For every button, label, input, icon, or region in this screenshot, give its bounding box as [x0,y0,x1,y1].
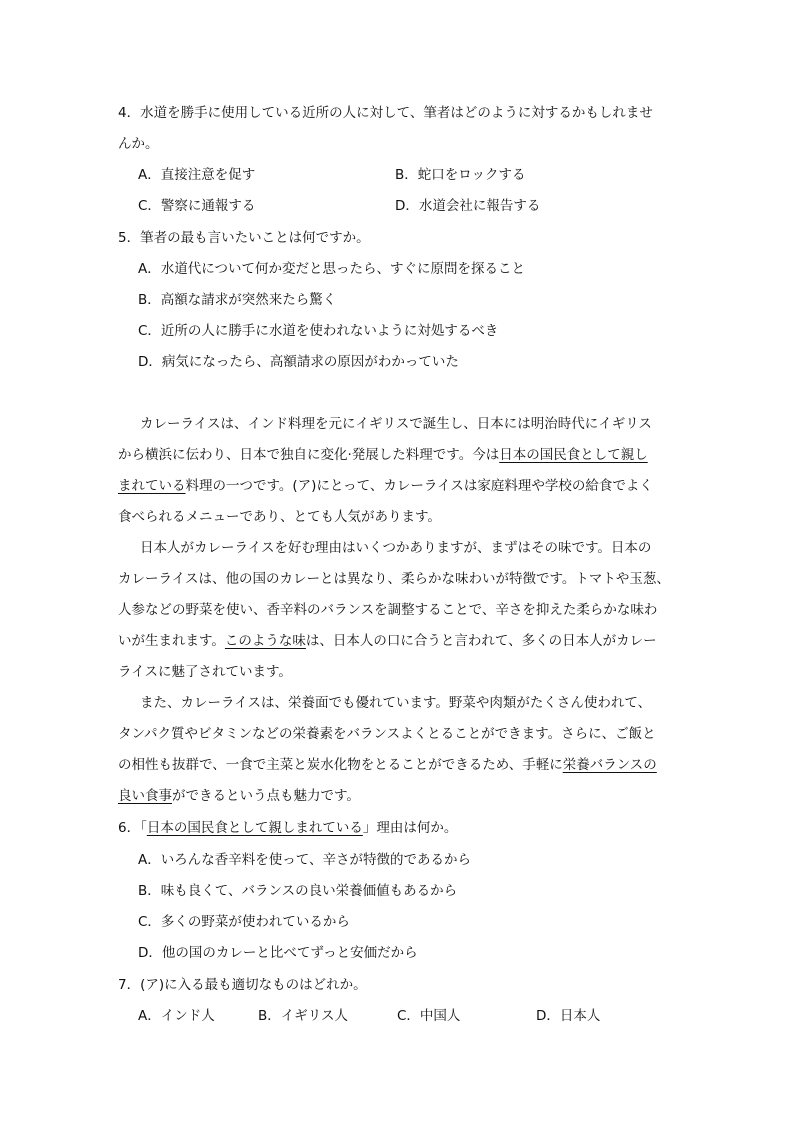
q6-option-b: B．味も良くて、バランスの良い栄養価値もあるから [138,883,458,899]
passage-text: 料理の一つです。(ア)にとって、カレーライスは家庭料理や学校の給食でよく [185,478,653,494]
question-4-stem-cont: んか。 [118,136,159,152]
q5-option-b: B．高額な請求が突然来たら驚く [138,292,337,308]
q7-option-c: C．中国人 [397,1008,461,1024]
q4-option-d: D．水道会社に報告する [395,198,541,214]
passage-p1-line1: カレーライスは、インド料理を元にイギリスで誕生し、日本には明治時代にイギリス [140,416,652,432]
question-5-stem: 5．筆者の最も言いたいことは何ですか。 [118,230,370,246]
q7-option-a: A．インド人 [138,1008,215,1024]
q7-option-b: B．イギリス人 [258,1008,348,1024]
passage-p3-line3 [118,755,657,775]
passage-text: の相性も抜群で、一食で主菜と炭水化物をとることができるため、手軽に [118,757,563,773]
q4-option-c: C．警察に通報する [138,198,256,214]
q5-option-a: A．水道代について何か変だと思ったら、すぐに原問を探ること [138,261,525,277]
question-4-stem: 4．水道を勝手に使用している近所の人に対して、筆者はどのように対するかもしれませ [118,105,653,121]
passage-p2-line1: 日本人がカレーライスを好む理由はいくつかありますが、まずはその味です。日本の [140,540,652,556]
q7-option-d: D．日本人 [536,1008,601,1024]
passage-p3-line4 [118,786,360,806]
q5-option-d: D．病気になったら、高額請求の原因がわかっていた [138,354,459,370]
q4-option-a: A．直接注意を促す [138,167,256,183]
q6-option-a: A．いろんな香辛料を使って、辛さが特徴的であるから [138,852,471,868]
passage-p2-line4 [118,631,657,651]
underlined-phrase: 栄養バランスの [562,757,657,773]
question-text: 6．「 [118,820,147,836]
question-6-stem [118,818,457,838]
passage-p3-line2: タンパク質やビタミンなどの栄養素をバランスよくとることができます。さらに、ご飯と [118,726,656,742]
passage-text: いが生まれます。 [118,633,225,649]
passage-text: は、日本人の口に合うと言われて、多くの日本人がカレー [305,633,657,649]
passage-p2-line5: ライスに魅了されています。 [118,664,292,680]
passage-text: から横浜に伝わり、日本で独自に変化·発展した料理です。今は [118,447,500,463]
q6-option-d: D．他の国のカレーと比べてずっと安価だから [138,945,418,961]
passage-p2-line3: 人参などの野菜を使い、香辛料のバランスを調整することで、辛さを抑えた柔らかな味わ [118,602,658,618]
q5-option-c: C．近所の人に勝手に水道を使われないように対処するべき [138,323,499,339]
q6-option-c: C．多くの野菜が使われているから [138,914,350,930]
underlined-phrase: 日本の国民食として親しまれている [146,820,363,836]
passage-p1-line4: 食べられるメニューであり、とても人気があります。 [118,509,441,525]
q4-option-b: B．蛇口をロックする [395,167,526,183]
underlined-phrase: まれている [118,478,186,494]
question-text: 」理由は何か。 [362,820,458,836]
underlined-phrase: 日本の国民食として親し [499,447,648,463]
underlined-phrase: 良い食事 [118,788,172,804]
passage-p3-line1: また、カレーライスは、栄養面でも優れています。野菜や肉類がたくさん使われて、 [140,695,652,711]
underlined-phrase: このような味 [224,633,306,649]
passage-text: ができるという点も魅力です。 [172,788,360,804]
question-7-stem: 7．(ア)に入る最も適切なものはどれか。 [118,977,367,993]
passage-p1-line2 [118,445,648,465]
passage-p2-line2: カレーライスは、他の国のカレーとは異なり、柔らかな味わいが特徴です。トマトや玉葱、 [118,571,670,587]
passage-p1-line3 [118,476,653,496]
